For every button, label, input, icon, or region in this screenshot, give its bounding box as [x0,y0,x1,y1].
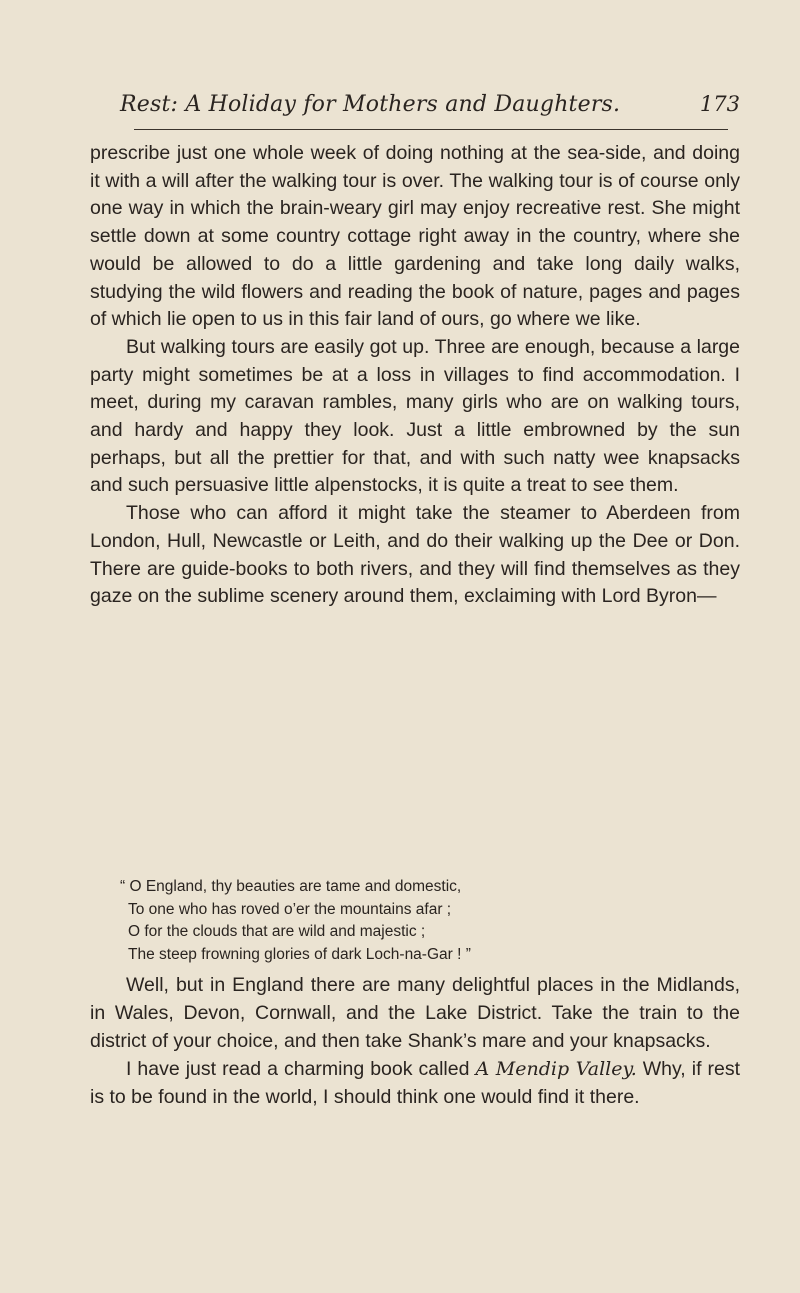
paragraph-1: prescribe just one whole week of doing nothing at the sea-side, and doing it with a will after the walking tour is over. The walking tour is of course only one way in which the brain-weary girl may enjoy recreative rest. She might settle down at some country cottage right away in the country, where she would be allowed to do a little gardening and take long daily walks, studying the wild flowers and reading the book of nature, pages and pages of which lie open to us in this fair land of ours, go where we like. [90,142,740,331]
paragraph-4: Well, but in England there are many delightful places in the Midlands, in Wales, Devon, Cornwall, and the Lake District. Take the train to the district of your choice, and then take Shank’s mare and your knapsacks. [90,974,740,1052]
page-header [120,92,740,128]
verse-line-4: The steep frowning glories of dark Loch-na-Gar ! ” [128,945,471,963]
body-text [90,140,740,611]
paragraph-5-start: I have just read a charming book called [126,1057,470,1080]
verse-quotation [120,876,720,966]
closing-text [90,972,740,1112]
verse-line-3: O for the clouds that are wild and majestic ; [128,923,426,941]
running-head: Rest: A Holiday for Mothers and Daughters. [120,92,621,117]
page-number: 173 [699,92,740,116]
verse-line-1: “ O England, thy beauties are tame and domestic, [120,878,462,895]
paragraph-5 [90,1056,740,1112]
verse-line-2: To one who has roved o’er the mountains afar ; [128,900,452,918]
paragraph-3: Those who can afford it might take the steamer to Aberdeen from London, Hull, Newcastle or Leith, and do their walking up the Dee or Don. There are guide-books to both rivers, and they will find themselves as they gaze on the sublime scenery around them, exclaiming with Lord Byron— [90,502,740,608]
paragraph-2: But walking tours are easily got up. Three are enough, because a large party might sometimes be at a loss in villages to find accommodation. I meet, during my caravan rambles, many girls who are on walking tours, and hardy and happy they look. Just a little embrowned by the sun perhaps, but all the prettier for that, and with such natty wee knapsacks and such persuasive little alpenstocks, it is quite a treat to see them. [90,335,740,497]
book-title: A Mendip Valley. [475,1057,637,1080]
paragraph-5-end: Why, if rest is to be found in the world, I should think one would find it there. [90,1057,740,1108]
header-rule [134,129,728,130]
